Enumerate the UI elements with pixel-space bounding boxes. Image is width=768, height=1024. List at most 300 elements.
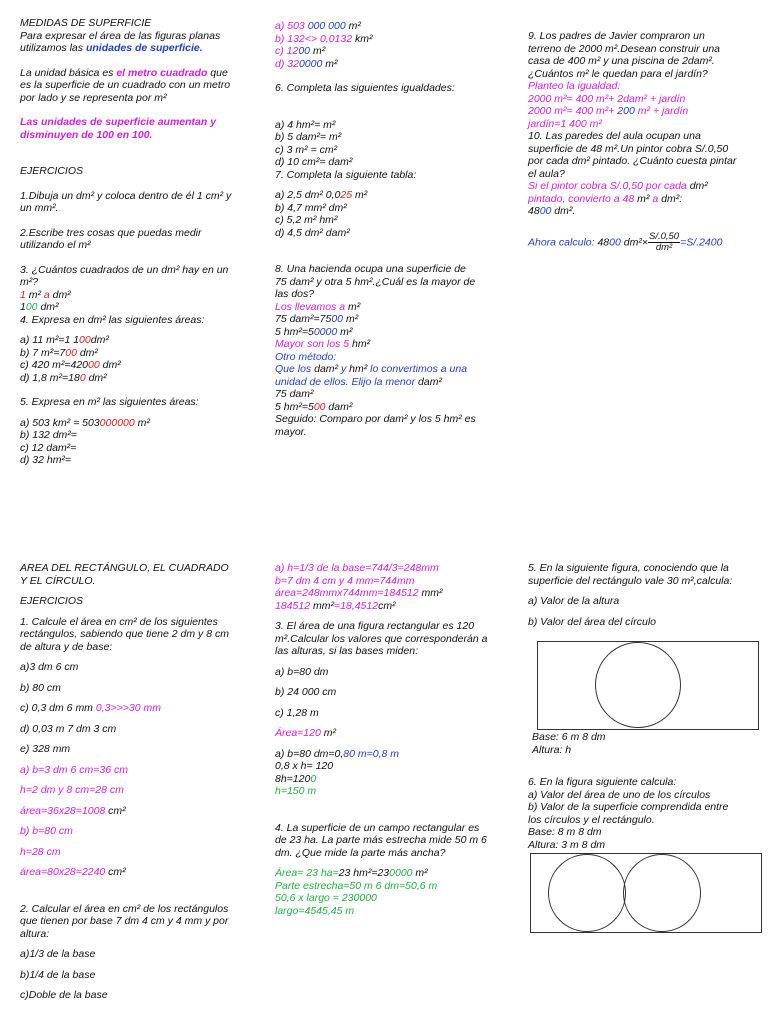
text-segment: superficie de 48 m².Un pintor cobra S/.0,50 <box>528 142 729 155</box>
text-line <box>528 575 768 588</box>
text-segment: a) 503 <box>275 20 308 32</box>
text-segment: a) Valor de la altura <box>528 595 620 607</box>
text-line <box>20 682 255 695</box>
text-segment: EJERCICIOS <box>20 165 84 177</box>
text-line <box>275 263 510 276</box>
rectangle-figure-2 <box>530 853 762 933</box>
text-segment: b) 5 dam²= m² <box>275 131 342 143</box>
text-segment: Si el pintor cobra S/.0,50 por cada <box>528 180 690 192</box>
text-segment: Mayor son los 5 <box>275 338 353 350</box>
text-segment: b) Valor del área del círculo <box>528 615 657 628</box>
text-segment: las alturas, si las bases miden: <box>275 645 418 657</box>
text-line <box>20 616 255 629</box>
text-line <box>275 33 510 46</box>
spacer <box>20 940 255 948</box>
text-line <box>20 129 255 142</box>
text-segment: dam² <box>325 400 353 413</box>
text-segment: cm² <box>108 866 126 878</box>
text-segment: dam² <box>418 375 442 388</box>
text-line <box>20 417 255 430</box>
text-segment: 5. Expresa en m² las siguientes áreas: <box>20 396 199 408</box>
spacer <box>275 719 510 727</box>
spacer <box>20 858 255 866</box>
text-line <box>20 359 255 372</box>
spacer <box>20 891 255 903</box>
text-line <box>275 575 510 588</box>
text-line <box>20 723 255 736</box>
text-segment: Base: 8 m 8 dm <box>528 826 602 838</box>
text-segment: 1 <box>20 288 26 301</box>
spacer <box>20 756 255 764</box>
text-line <box>20 915 255 928</box>
text-segment: 48 <box>528 205 540 217</box>
spacer <box>20 776 255 784</box>
text-segment: 0 <box>79 371 86 384</box>
text-line <box>275 600 510 613</box>
text-line <box>275 227 510 240</box>
text-line <box>528 118 768 131</box>
text-line <box>275 401 510 414</box>
text-line <box>275 376 510 389</box>
text-line <box>275 760 510 773</box>
spacer <box>275 181 510 189</box>
text-line <box>275 562 510 575</box>
text-line <box>528 616 768 629</box>
text-segment: 00 <box>539 205 552 217</box>
text-line <box>528 168 768 181</box>
text-segment: m² <box>412 867 428 879</box>
text-line <box>20 42 255 55</box>
text-segment: a) Valor del área de uno de los círculos <box>528 788 711 801</box>
calc-b: 00 <box>609 236 621 249</box>
text-segment: hm² <box>349 363 368 375</box>
text-line <box>275 288 510 301</box>
text-segment: a) h=1/3 de la base=744/3=248mm <box>275 562 439 574</box>
text-line <box>275 82 510 95</box>
text-segment: 2. Calcular el área en cm² de los rectángulos <box>20 902 229 915</box>
text-segment: m² + jardín <box>634 105 689 117</box>
text-line <box>20 969 255 982</box>
text-line <box>20 429 255 442</box>
text-line <box>20 575 255 588</box>
spacer <box>275 740 510 748</box>
text-segment: m² <box>347 300 361 313</box>
text-line <box>20 67 255 80</box>
text-segment: Altura: 3 m 8 dm <box>528 838 606 851</box>
spacer <box>20 384 255 396</box>
text-line <box>528 814 768 827</box>
text-segment: b) b=80 cm <box>20 825 73 837</box>
text-line <box>20 641 255 654</box>
text-segment: 0000 <box>313 325 338 338</box>
text-line <box>528 595 768 608</box>
text-segment: c) 3 m² = cm² <box>275 143 338 156</box>
text-line <box>20 866 255 879</box>
text-segment: Y EL CÍRCULO. <box>20 574 96 587</box>
text-segment: es la superficie de un cuadrado con un metro <box>20 79 231 91</box>
text-segment: 4. La superficie de un campo rectangular es <box>275 821 480 834</box>
text-segment: c) 12 <box>275 45 299 57</box>
text-segment: que <box>207 66 228 79</box>
text-line <box>275 905 510 918</box>
text-line <box>275 822 510 835</box>
text-line <box>532 744 732 757</box>
col-e <box>275 562 510 917</box>
text-segment: h=28 cm <box>20 845 61 858</box>
text-line <box>20 202 255 215</box>
text-segment: cm² <box>378 599 396 612</box>
text-segment: m² <box>337 325 353 338</box>
spacer <box>20 55 255 67</box>
text-line <box>20 314 255 327</box>
text-line <box>20 805 255 818</box>
text-line <box>275 20 510 33</box>
text-segment: por cada dm² pintado. ¿Cuánto cuesta pintar <box>528 155 737 167</box>
spacer <box>528 608 768 616</box>
text-segment: 00 <box>65 346 77 359</box>
text-segment: 7. Completa la siguiente tabla: <box>275 168 417 181</box>
text-segment: 5 hm²=5 <box>275 400 314 413</box>
text-segment: m².Calcular los valores que corresponderán a <box>275 632 488 645</box>
calc-fraction <box>648 232 680 253</box>
spacer <box>20 838 255 846</box>
text-segment: c) 1,28 m <box>275 706 319 719</box>
text-line <box>20 442 255 455</box>
text-segment: La unidad básica es <box>20 66 117 79</box>
text-segment: dm² <box>90 334 109 346</box>
text-line <box>20 264 255 277</box>
text-segment: AREA DEL RECTÁNGULO, EL CUADRADO <box>20 562 229 574</box>
text-line <box>275 338 510 351</box>
text-line <box>20 239 255 252</box>
text-segment: dm² <box>37 301 59 313</box>
text-segment: d) 32 hm²= <box>20 454 72 466</box>
spacer <box>275 70 510 82</box>
spacer <box>20 215 255 227</box>
text-line <box>528 839 768 852</box>
text-segment: m² <box>345 20 361 32</box>
text-segment: lo convertimos a una <box>367 363 468 375</box>
text-segment: 3. El área de una figura rectangular es 120 <box>275 620 475 632</box>
text-segment: km² <box>355 32 373 45</box>
text-line <box>275 156 510 169</box>
text-segment: 75 dam²=75 <box>275 313 332 325</box>
text-segment: =18,4512 <box>333 599 379 612</box>
text-segment: utilizando el m² <box>20 239 91 251</box>
text-segment: 00 <box>25 301 38 313</box>
text-segment: b)1/4 de la base <box>20 968 96 981</box>
spacer <box>20 252 255 264</box>
text-segment: m²? <box>20 276 39 288</box>
text-segment: Los llevamos a <box>275 300 348 313</box>
text-segment: c)Doble de la base <box>20 989 108 1001</box>
text-segment: 000000 <box>99 416 135 429</box>
text-segment: m² <box>637 192 650 205</box>
text-segment: 75 dam² y otra 5 hm².¿Cuál es la mayor de <box>275 275 476 288</box>
text-segment: casa de 400 m² y una piscina de 2dam². <box>528 55 715 67</box>
text-segment: 6. Completa las siguientes igualdades: <box>275 82 455 94</box>
text-line <box>528 30 768 43</box>
spacer <box>275 699 510 707</box>
text-line <box>275 58 510 71</box>
text-line <box>20 165 255 178</box>
text-line <box>20 347 255 360</box>
text-segment: 184512 <box>275 599 313 612</box>
text-segment: dm² <box>85 371 107 384</box>
text-line <box>20 190 255 203</box>
text-segment: 8h=120 <box>275 772 311 785</box>
text-segment: cm² <box>108 804 126 817</box>
text-segment: Área=120 <box>275 727 324 739</box>
spacer <box>20 104 255 116</box>
text-segment: Planteo la igualdad: <box>528 80 621 92</box>
text-line <box>20 628 255 641</box>
text-line <box>275 707 510 720</box>
text-segment: Altura: h <box>532 743 572 756</box>
text-line <box>275 144 510 157</box>
text-segment: mayor. <box>275 425 307 438</box>
spacer <box>20 694 255 702</box>
text-line <box>275 834 510 847</box>
text-line <box>20 825 255 838</box>
spacer <box>20 587 255 595</box>
text-segment: Otro método: <box>275 350 337 363</box>
text-line <box>20 764 255 777</box>
text-line <box>275 363 510 376</box>
spacer <box>275 658 510 666</box>
text-segment: a) b=80 dm <box>275 665 329 678</box>
text-segment: mm² <box>421 587 443 599</box>
text-line <box>20 903 255 916</box>
text-segment: b) 132<> 0,0132 <box>275 32 355 45</box>
spacer <box>275 798 510 810</box>
text-segment: 8. Una hacienda ocupa una superficie de <box>275 263 466 275</box>
text-line <box>275 388 510 401</box>
text-segment: a) b=80 dm=0, <box>275 747 344 760</box>
text-line <box>20 301 255 314</box>
text-line <box>20 276 255 289</box>
text-segment: 0000 <box>389 867 413 879</box>
spacer <box>20 608 255 616</box>
text-segment: dm² <box>99 359 121 371</box>
text-segment: de altura y de base: <box>20 640 113 653</box>
text-segment: m² <box>25 288 44 301</box>
text-segment: 9. Los padres de Javier compraron un <box>528 30 705 42</box>
text-segment: dm. ¿Que mide la parte más ancha? <box>275 846 446 859</box>
text-line <box>20 928 255 941</box>
text-segment: y <box>338 363 350 375</box>
text-segment: 0000 <box>298 57 323 70</box>
text-line <box>275 620 510 633</box>
spacer <box>20 178 255 190</box>
text-segment: 00 <box>88 359 100 371</box>
spacer <box>20 817 255 825</box>
text-segment: hm² <box>352 338 371 350</box>
text-segment: 6. En la figura siguiente calcula: <box>528 776 677 788</box>
calc-num: S/.0,50 <box>648 231 680 242</box>
text-line <box>20 92 255 105</box>
text-segment: dm². <box>551 205 576 217</box>
col-c <box>528 30 768 218</box>
text-segment: Base: 6 m 8 dm <box>532 731 606 743</box>
col-a <box>20 17 255 467</box>
text-segment: m² <box>322 57 338 70</box>
text-segment: 5. En la siguiente figura, conociendo que la <box>528 562 729 574</box>
text-segment: Área= 23 ha= <box>275 867 339 879</box>
text-line <box>275 301 510 314</box>
text-segment: m² <box>310 45 326 57</box>
text-segment: Para expresar el área de las figuras planas <box>20 29 221 42</box>
text-segment: 75 dam² <box>275 388 314 400</box>
spacer <box>275 95 510 107</box>
text-segment: c) 420 m²=420 <box>20 359 88 371</box>
calc-prefix: Ahora calculo: <box>528 236 598 249</box>
text-line <box>528 193 768 206</box>
calc-c: dm²× <box>620 236 648 249</box>
spacer <box>20 653 255 661</box>
text-line <box>275 666 510 679</box>
text-line <box>528 80 768 93</box>
text-segment: a <box>649 192 662 205</box>
spacer <box>275 251 510 263</box>
text-line <box>275 202 510 215</box>
text-line <box>20 17 255 30</box>
text-segment: a) b=3 dm 6 cm=36 cm <box>20 763 128 776</box>
spacer <box>20 961 255 969</box>
text-segment: 2000 m²= 400 m²+ <box>528 105 618 117</box>
text-segment: 1.Dibuja un dm² y coloca dentro de él 1 cm² y <box>20 189 232 202</box>
text-line <box>20 79 255 92</box>
text-segment: MEDIDAS DE SUPERFICIE <box>20 17 152 29</box>
text-segment: que tienen por base 7 dm 4 cm y 4 mm y por <box>20 915 229 927</box>
text-line <box>20 227 255 240</box>
spacer <box>275 107 510 119</box>
col-f-bot <box>528 776 768 851</box>
text-segment: 1. Calcule el área en cm² de los siguientes <box>20 615 218 628</box>
text-line <box>20 702 255 715</box>
text-line <box>275 426 510 439</box>
text-line <box>20 743 255 756</box>
text-line <box>20 989 255 1002</box>
text-segment: el aula? <box>528 167 565 180</box>
text-segment: de 23 ha. La parte más estrecha mide 50 m 6 <box>275 834 487 846</box>
text-segment: rectángulos, sabiendo que tiene 2 dm y 8 cm <box>20 628 229 640</box>
spacer <box>20 409 255 417</box>
text-segment: los círculos y el rectángulo. <box>528 813 655 826</box>
text-segment: dam² <box>314 363 339 375</box>
text-segment: el metro cuadrado <box>116 66 208 79</box>
text-segment: 23 hm²=23 <box>338 867 390 879</box>
col-d <box>20 562 255 1002</box>
spacer <box>20 141 255 153</box>
text-segment: m² <box>343 313 359 325</box>
text-segment: 00 <box>79 334 91 346</box>
text-line <box>275 214 510 227</box>
text-line <box>275 727 510 740</box>
text-segment: utilizamos las <box>20 42 86 54</box>
text-segment: e) 328 mm <box>20 743 71 755</box>
circle-2b <box>623 854 701 932</box>
text-line <box>528 105 768 118</box>
col-f-mid <box>532 731 732 756</box>
text-segment: a) 503 km² = 503 <box>20 416 100 429</box>
text-line <box>528 180 768 193</box>
text-line <box>275 773 510 786</box>
text-segment: ¿Cuántos m² le quedan para el jardín? <box>528 67 708 80</box>
text-segment: c) 5,2 m² hm² <box>275 214 338 226</box>
text-segment: 00 <box>313 400 326 413</box>
spacer <box>20 735 255 743</box>
text-line <box>275 880 510 893</box>
circle-1 <box>595 642 681 728</box>
text-segment: a)1/3 de la base <box>20 948 96 960</box>
text-segment: 2000 m²= 400 m²+ 2dam² + jardín <box>528 92 686 105</box>
text-line <box>20 661 255 674</box>
text-segment: b) 80 cm <box>20 681 61 694</box>
spacer <box>20 326 255 334</box>
text-line <box>528 155 768 168</box>
text-line <box>528 143 768 156</box>
text-line <box>275 169 510 182</box>
text-segment: d) 4,5 dm² dam² <box>275 226 350 239</box>
text-segment: 50,6 x largo = 230000 <box>275 892 377 904</box>
text-segment: disminuyen de 100 en 100. <box>20 128 153 141</box>
text-segment: 2.Escribe tres cosas que puedas medir <box>20 226 202 239</box>
text-segment: unidades de superficie. <box>85 42 203 54</box>
text-segment: d) 0,03 m 7 dm 3 cm <box>20 722 117 735</box>
text-segment: 25 <box>340 189 353 201</box>
text-segment: h=2 dm y 8 cm=28 cm <box>20 784 124 796</box>
text-segment: las dos? <box>275 288 315 300</box>
text-segment: a <box>43 288 50 301</box>
text-line <box>20 562 255 575</box>
spacer <box>20 797 255 805</box>
text-line <box>275 867 510 880</box>
text-segment: b) 24 000 cm <box>275 686 337 698</box>
text-segment: dm² <box>689 180 708 192</box>
text-segment: 00 <box>298 45 311 57</box>
rectangle-figure-1 <box>537 641 759 730</box>
text-segment: jardín=1 400 m² <box>528 117 602 130</box>
text-segment: dm² <box>76 346 98 359</box>
text-line <box>275 892 510 905</box>
text-segment: d) 10 cm²= dam² <box>275 156 353 168</box>
text-line <box>275 847 510 860</box>
text-segment: 000 000 <box>307 20 346 32</box>
text-segment: b) 4,7 mm² dm² <box>275 201 347 214</box>
spacer <box>275 239 510 251</box>
text-line <box>275 785 510 798</box>
text-line <box>20 784 255 797</box>
text-segment: d) 1,8 m²=18 <box>20 371 80 384</box>
text-segment: b) 132 dm²= <box>20 429 77 441</box>
text-line <box>275 413 510 426</box>
text-segment: a)3 dm 6 cm <box>20 661 79 673</box>
spacer <box>275 678 510 686</box>
spacer <box>20 879 255 891</box>
text-line <box>275 748 510 761</box>
text-segment: Las unidades de superficie aumentan y <box>20 116 217 128</box>
text-line <box>275 131 510 144</box>
text-line <box>528 68 768 81</box>
spacer <box>20 981 255 989</box>
text-line <box>275 313 510 326</box>
text-segment: a) 4 hm²= m² <box>275 118 336 131</box>
calc-line <box>528 232 722 253</box>
text-segment: área=80x28=2240 <box>20 866 109 878</box>
text-segment: Seguido: Comparo por dam² y los 5 hm² es <box>275 413 476 425</box>
text-segment: un mm². <box>20 202 59 214</box>
